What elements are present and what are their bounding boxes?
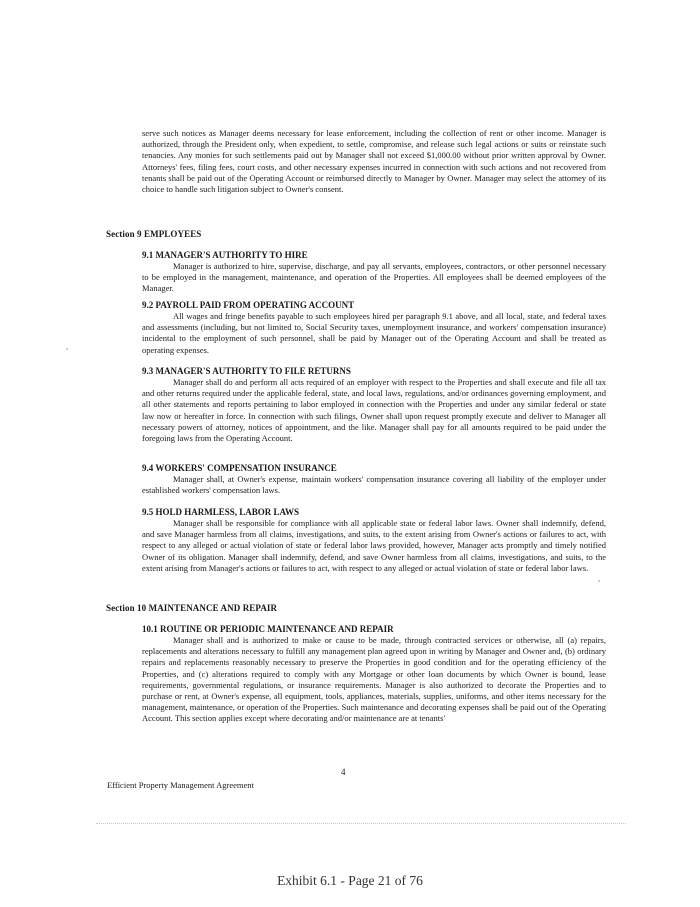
page-number: 4 [341, 767, 346, 777]
section-9-5-text: Manager shall be responsible for compliance with all applicable state or federal labor laws. Owner shall indemnify, defend, and save Manager harmless from all claims, investigations, and suits, to the extent arising from Owner's actions or failures to act, with respect to any alleged or actual violation of state or federal labor laws provided, however, Manager acts promptly and timely notified Owner of its obligation. Manager shall indemnify, defend, and save Owner harmless from all claims, investigations, and suits, to the extent arising from Manager's actions or failures to act, with respect to any alleged or actual violation of state or federal labor laws. [142, 518, 606, 573]
section-9-1-text: Manager is authorized to hire, supervise, discharge, and pay all servants, employees, contractors, or other personnel necessary to be employed in the management, maintenance, and operation of the Properties. All employees shall be deemed employees of the Manager. [142, 261, 606, 294]
section-9-heading: Section 9 EMPLOYEES [106, 229, 202, 239]
section-9-4-title: 9.4 WORKERS' COMPENSATION INSURANCE [142, 463, 337, 473]
section-9-1-title: 9.1 MANAGER'S AUTHORITY TO HIRE [142, 250, 308, 260]
section-10-1-text: Manager shall and is authorized to make or cause to be made, through contracted services or otherwise, all (a) repairs, replacements and alterations necessary to fulfill any management plan agreed upon in writing by Manager and Owner and, (b) ordinary repairs and replacements reasonably necessary to preserve the Properties in good condition and for the operating efficiency of the Properties, and (c) alterations required to comply with any Mortgage or other loan documents by which Owner is bound, lease requirements, governmental regulations, or insurance requirements. Manager is also authorized to decorate the Properties and to purchase or rent, at Owner's expense, all equipment, tools, appliances, materials, supplies, uniforms, and other items necessary for the management, maintenance, or operation of the Properties. Such maintenance and decorating expenses shall be paid out of the Operating Account. This section applies except where decorating and/or maintenance are at tenants' [142, 635, 606, 724]
scan-speck [66, 348, 68, 350]
section-10-heading: Section 10 MAINTENANCE AND REPAIR [106, 603, 278, 613]
section-9-2-title: 9.2 PAYROLL PAID FROM OPERATING ACCOUNT [142, 300, 355, 310]
scan-speck [598, 580, 600, 582]
section-9-4-text: Manager shall, at Owner's expense, maintain workers' compensation insurance covering all liability of the employer under established workers' compensation laws. [142, 474, 606, 496]
section-9-3-text: Manager shall do and perform all acts required of an employer with respect to the Properties and shall execute and file all tax and other returns required under the applicable federal, state, and local laws, regulations, and/or ordinances governing employment, and all other statements and reports pertaining to labor employed in connection with the Properties and under any similar federal or state law now or hereafter in force. In connection with such filings, Owner shall upon request promptly execute and deliver to Manager all necessary powers of attorney, notices of appointment, and the like. Manager shall pay for all amounts required to be paid under the foregoing laws from the Operating Account. [142, 377, 606, 444]
scan-artifact-line [96, 823, 626, 825]
section-9-5-title: 9.5 HOLD HARMLESS, LABOR LAWS [142, 507, 300, 517]
section-9-3-title: 9.3 MANAGER'S AUTHORITY TO FILE RETURNS [142, 366, 351, 376]
section-9-2-text: All wages and fringe benefits payable to such employees hired per paragraph 9.1 above, and all local, state, and federal taxes and assessments (including, but not limited to, Social Security taxes, unemployment insurance, and workers' compensation insurance) incidental to the employment of such personnel, shall be paid by Manager out of the Operating Account and shall be treated as operating expenses. [142, 311, 606, 355]
section-10-1-title: 10.1 ROUTINE OR PERIODIC MAINTENANCE AND REPAIR [142, 624, 394, 634]
exhibit-label: Exhibit 6.1 - Page 21 of 76 [277, 873, 423, 888]
top-paragraph: serve such notices as Manager deems necessary for lease enforcement, including the collection of rent or other income. Manager is authorized, through the President only, when expedient, to settle, compromise, and release such legal actions or suits or reinstate such tenancies. Any monies for such settlements paid out by Manager shall not exceed $1,000.00 without prior written approval by Owner. Attorneys' fees, filing fees, court costs, and other necessary expenses incurred in connection with such actions and not recovered from tenants shall be paid out of the Operating Account or reimbursed directly to Manager by Owner. Manager may select the attorney of its choice to handle such litigation subject to Owner's consent. [142, 128, 606, 195]
footer-title: Efficient Property Management Agreement [107, 780, 254, 790]
